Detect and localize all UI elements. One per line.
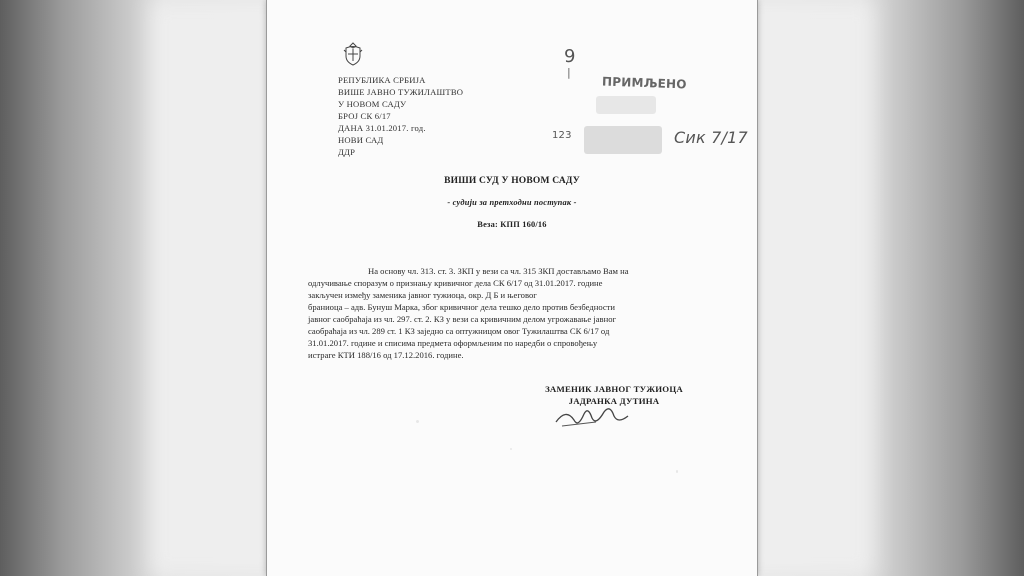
letterhead-line-2: ВИШЕ ЈАВНО ТУЖИЛАШТВО [338, 87, 464, 97]
signature-title: ЗАМЕНИК ЈАВНОГ ТУЖИОЦА [545, 384, 683, 394]
stamp-text: ПРИМЉЕНО [601, 74, 687, 92]
handwritten-mark: | [567, 66, 571, 79]
body-line-1: На основу чл. 313. ст. 3. ЗКП у вези са чл. 315 ЗКП достављамо Вам на [368, 266, 629, 276]
stamp-label: 123 [552, 130, 572, 141]
body-line-2: одлучивање споразум о признању кривичног дела СК 6/17 од 31.01.2017. године [308, 278, 603, 288]
letterhead-line-3: У НОВОМ САДУ [338, 99, 407, 109]
handwritten-case-mark: Сик 7/17 [674, 128, 748, 147]
reference-number: Веза: КПП 160/16 [477, 220, 547, 229]
document-left-edge [266, 0, 267, 576]
letterhead-line-6: НОВИ САД [338, 135, 384, 145]
scan-speck [676, 470, 678, 473]
scan-speck [416, 420, 419, 423]
stamp-smudge-2 [584, 126, 662, 154]
addressee-court: ВИШИ СУД У НОВОМ САДУ [444, 176, 580, 186]
letterhead-line-4: БРОЈ СК 6/17 [338, 111, 391, 121]
body-line-7: 31.01.2017. године и списима предмета оформљеним по наредби о спровођењу [308, 338, 598, 348]
scan-speck [510, 448, 512, 450]
signature-name: ЈАДРАНКА ДУТИНА [568, 396, 660, 406]
letterhead-line-7: ДДР [338, 147, 356, 157]
letterhead-line-1: РЕПУБЛИКА СРБИЈА [338, 75, 426, 85]
body-line-8: истраге КТИ 188/16 од 17.12.2016. године. [308, 350, 464, 360]
body-line-6: саобраћаја из чл. 289 ст. 1 КЗ заједно са оптужницом овог Тужилаштва СК 6/17 од [308, 326, 610, 336]
body-line-4: браниоца – адв. Бунуш Марка, због кривичног дела тешко дело против безбедности [308, 302, 616, 312]
scanned-document [266, 0, 758, 576]
document-right-edge [757, 0, 758, 576]
body-line-3: закључен између заменика јавног тужиоца, окр. Д Б и његовог [308, 290, 537, 300]
handwritten-signature [552, 402, 632, 432]
stamp-smudge [596, 96, 656, 114]
addressee-judge: - судији за претходни поступак - [447, 198, 577, 207]
coat-of-arms-icon [343, 41, 363, 67]
letterhead-line-5: ДАНА 31.01.2017. год. [338, 123, 426, 133]
body-line-5: јавног саобраћаја из чл. 297. ст. 2. КЗ у вези са кривичним делом угрожавање јавног [308, 314, 617, 324]
stamp-number: 9 [564, 46, 576, 67]
